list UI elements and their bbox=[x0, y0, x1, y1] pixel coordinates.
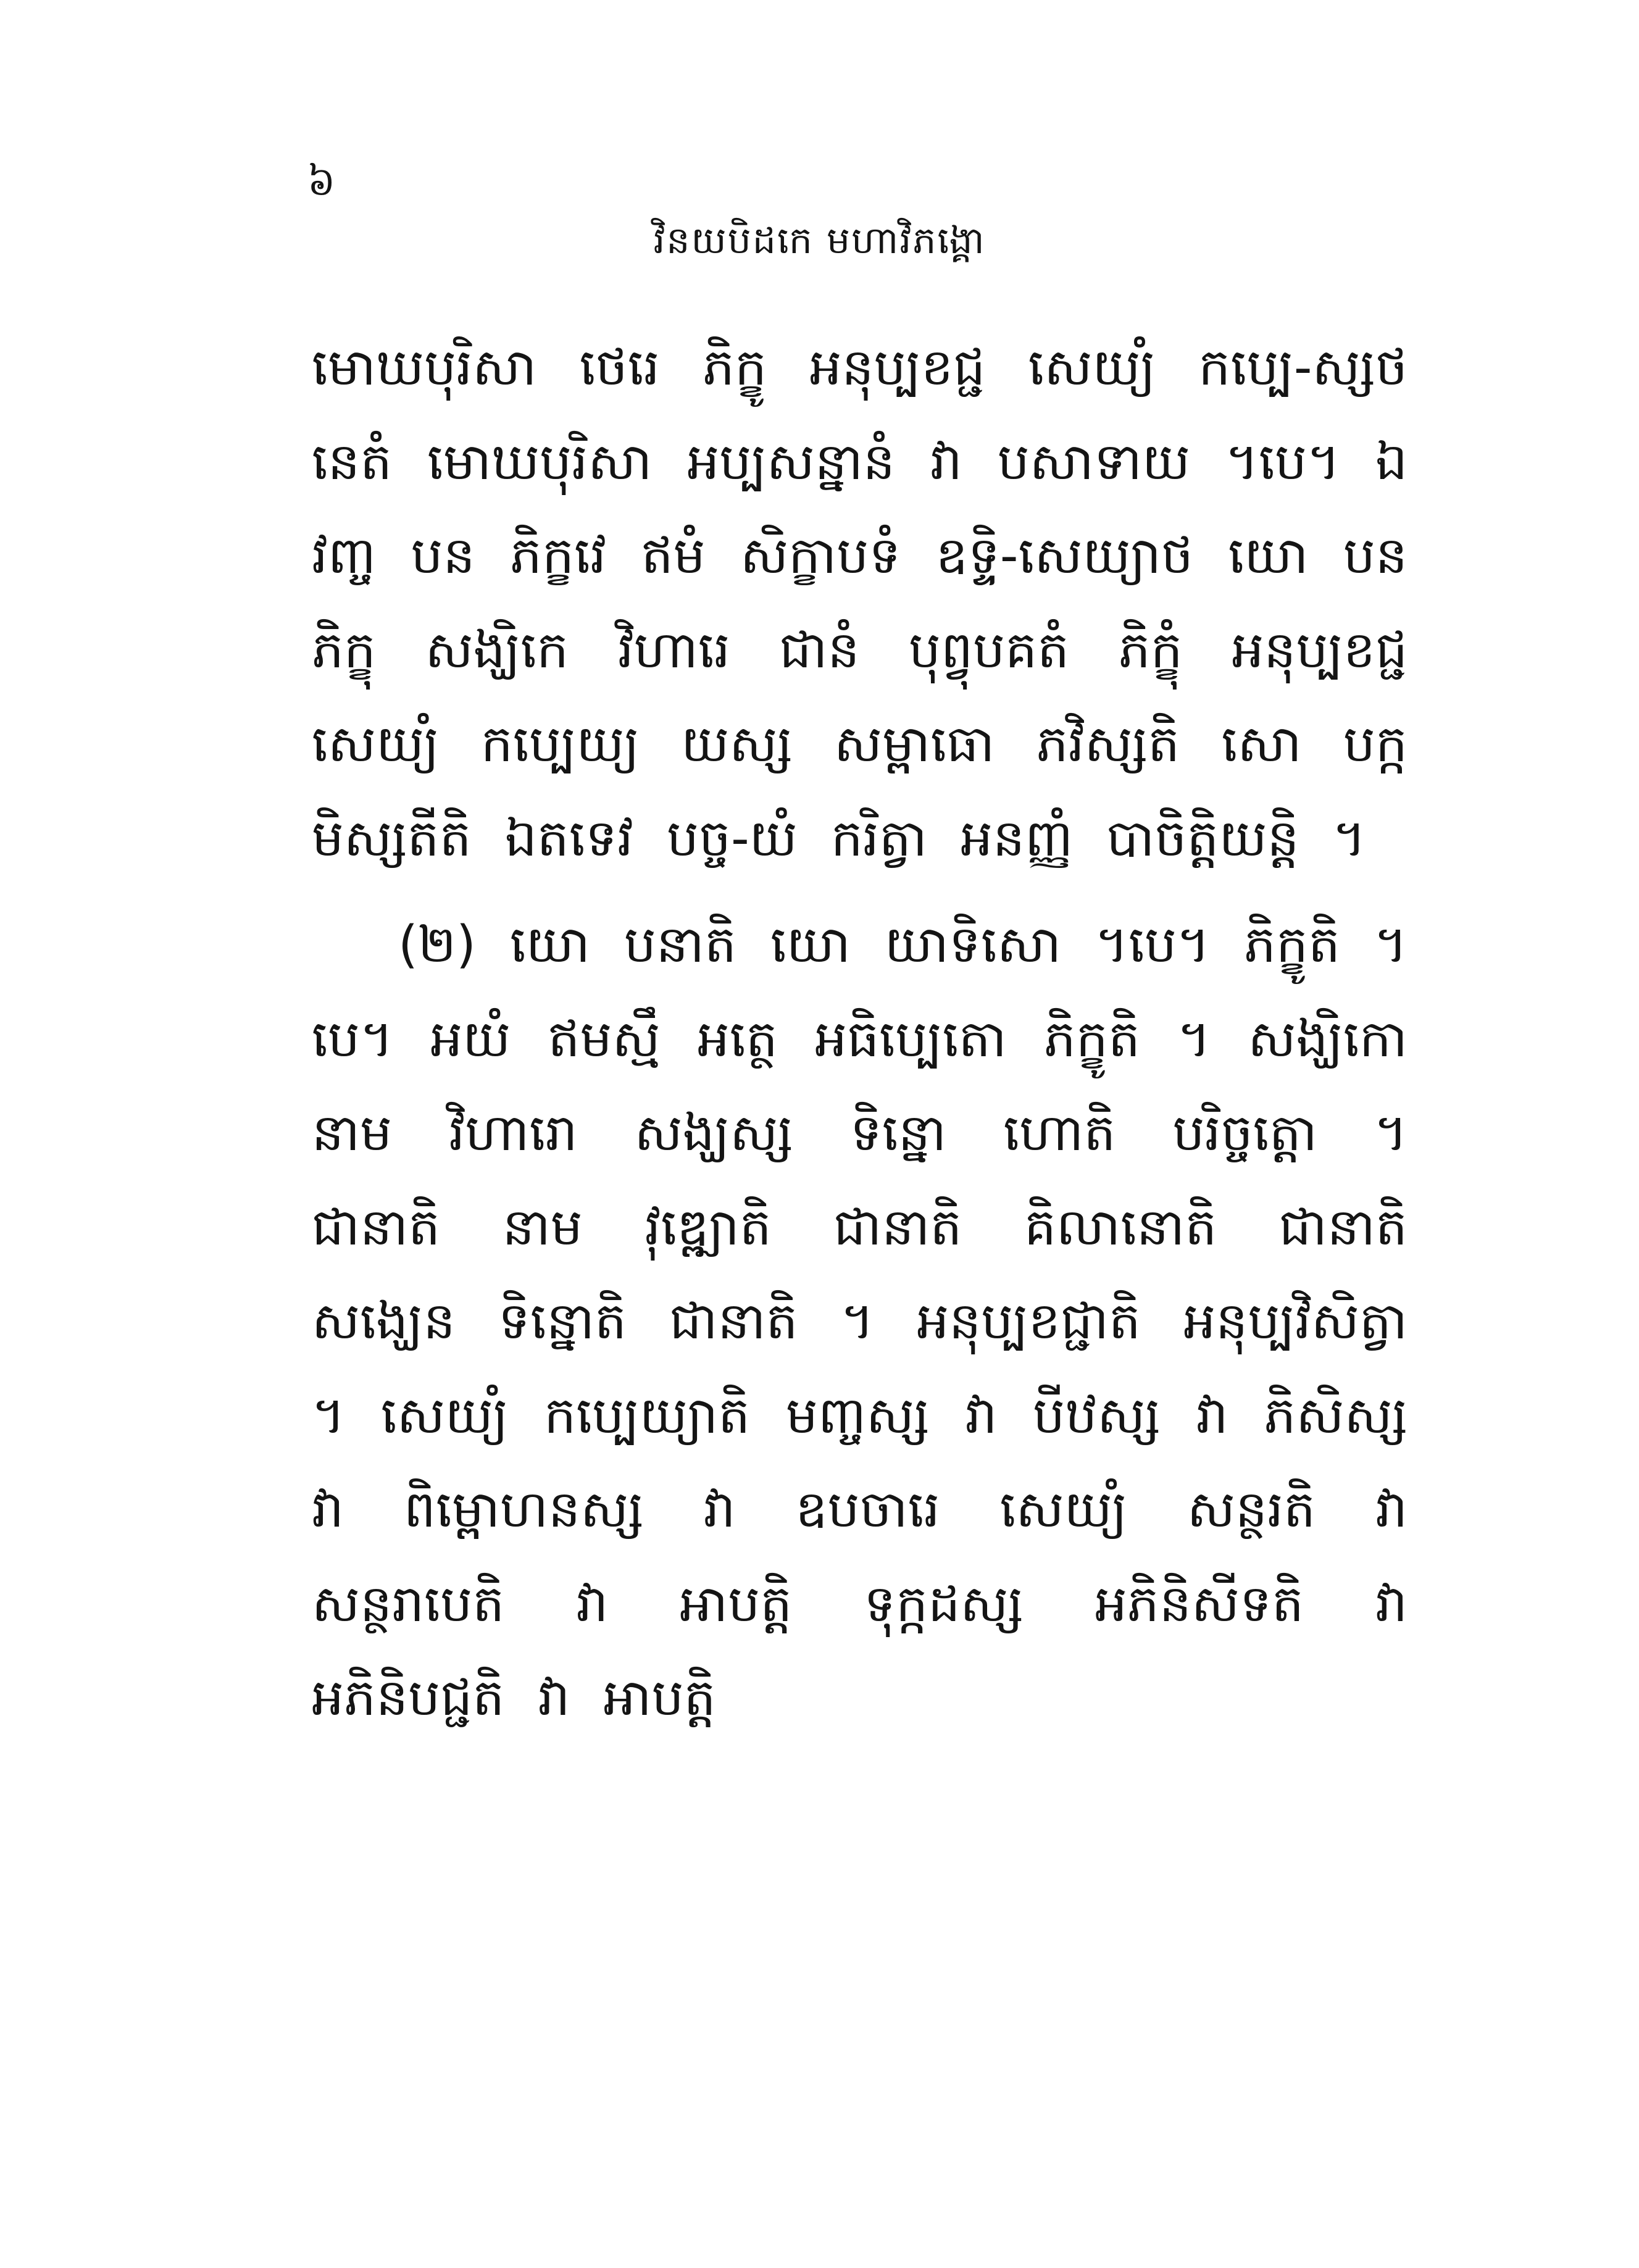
page-number: ៦ bbox=[307, 159, 336, 205]
running-header: វិនយបិដកេ មហាវិភង្គោ bbox=[653, 219, 986, 262]
paragraph-1: មោឃបុរិសា ថេរេ ភិក្ខូ អនុប្បខជ្ជ សេយ្យំ កប្បេ-ស្សថ នេតំ មោឃបុរិសា អប្បសន្នានំ វា បសាទាយ ។បេ។ ឯវញ្ច បន ភិក្ខវេ ឥមំ សិក្ខាបទំ ឧទ្ទិ-សេយ្យាថ យោ បន ភិក្ខុ សង្ឃិកេ វិហារេ ជានំ បុព្វុបគតំ ភិក្ខុំ អនុប្បខជ្ជ សេយ្យំ កប្បេយ្យ យស្ស សម្ពាធោ ភវិស្សតិ សោ បក្កមិស្សតីតិ ឯតទេវ បច្ច-យំ ករិត្វា អនញ្ញំ បាចិត្តិយន្តិ ។ bbox=[312, 338, 1408, 868]
paragraph-2: (២) យោ បនាតិ យោ យាទិសោ ។បេ។ ភិក្ខូតិ ។បេ។ អយំ ឥមស្មឹ អត្ថេ អធិប្បេតោ ភិក្ខូតិ ។ សង្ឃិកោ នាម វិហារោ សង្ឃស្ស ទិន្នោ ហោតិ បរិច្ចត្តោ ។ ជានាតិ នាម វុឌ្ឍោតិ ជានាតិ គិលានោតិ ជានាតិ សង្ឃេន ទិន្នោតិ ជានាតិ ។ អនុប្បខជ្ជាតិ អនុប្បវិសិត្វា ។ សេយ្យំ កប្បេយ្យាតិ មញ្ចស្ស វា បីឋស្ស វា ភិសិស្ស វា ពិម្ពោហនស្ស វា ឧបចារេ សេយ្យំ សន្ថរតិ វា សន្ថរាបេតិ វា អាបត្តិ ទុក្កដស្ស អភិនិសីទតិ វា អភិនិបជ្ជតិ វា អាបត្តិ bbox=[312, 915, 1408, 1727]
body-text bbox=[312, 321, 1408, 1746]
